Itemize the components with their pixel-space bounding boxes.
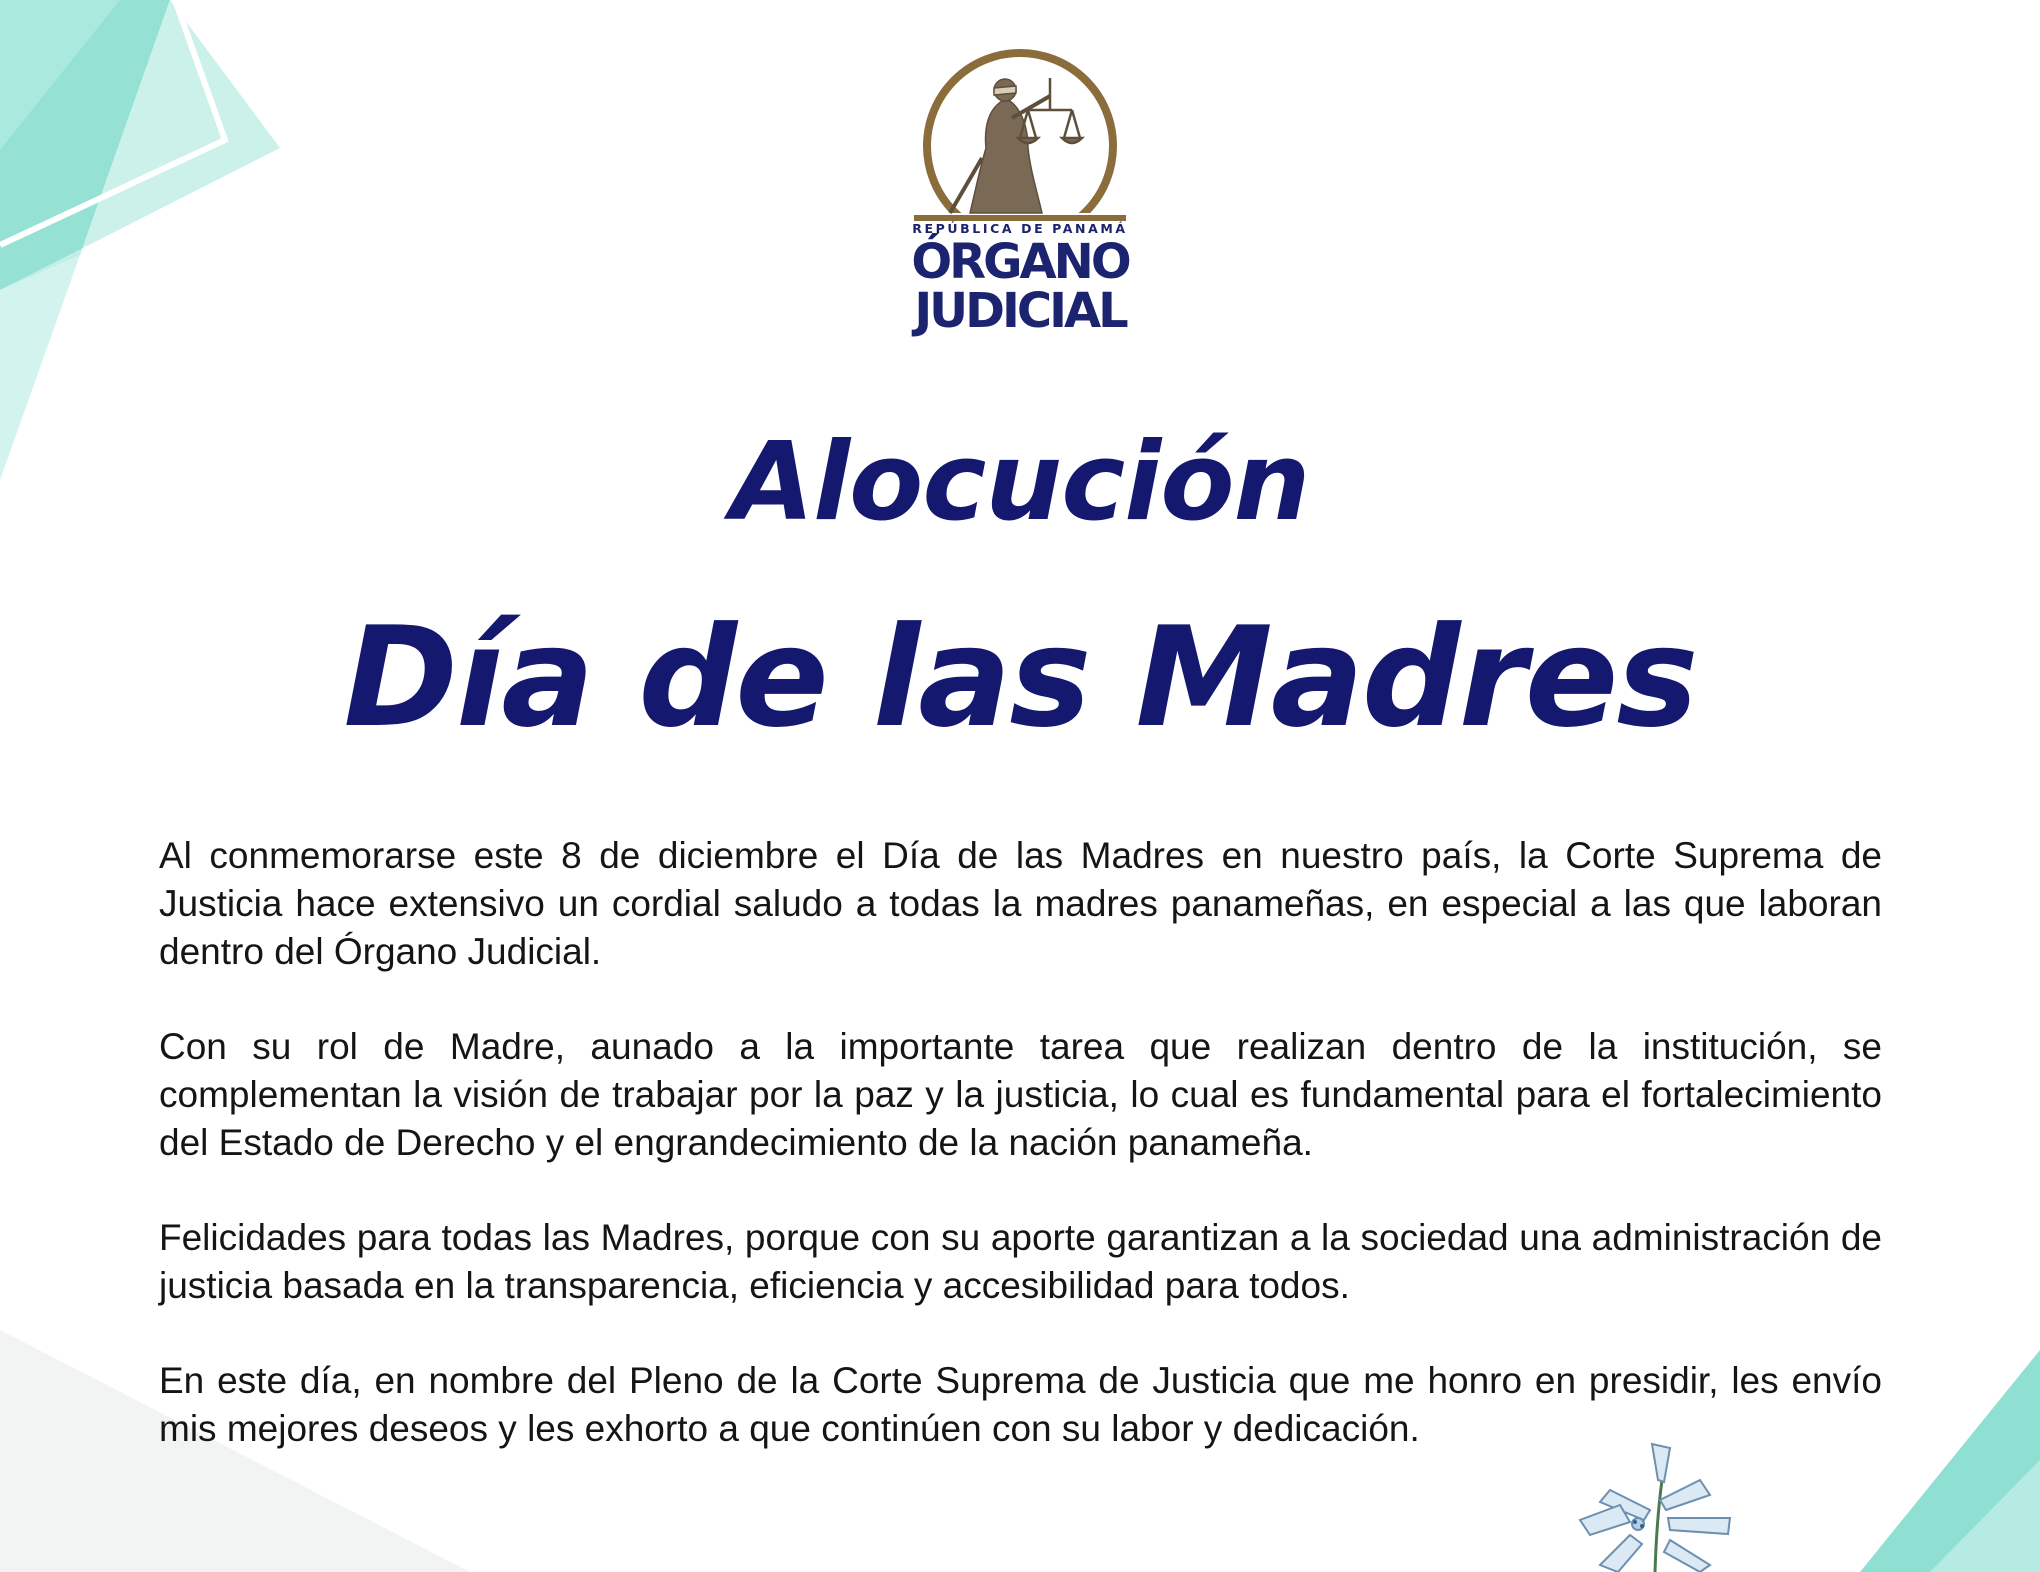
paragraph: Con su rol de Madre, aunado a la importante tarea que realizan dentro de la institución, se complementan la visión de trabajar por la paz y la justicia, lo cual es fundamental para el fortalecimiento del Estado de Derecho y el engrandecimiento de la nación panameña. (159, 1026, 1882, 1163)
logo-country-label: REPÚBLICA DE PANAMÁ (912, 221, 1128, 236)
page-title: Alocución (730, 420, 1310, 545)
paragraph: Felicidades para todas las Madres, porque con su aporte garantizan a la sociedad una administración de justicia basada en la transparencia, eficiencia y accesibilidad para todos. (159, 1217, 1882, 1306)
paragraph: En este día, en nombre del Pleno de la Corte Suprema de Justicia que me honro en presidir, les envío mis mejores deseos y les exhorto a que continúen con su labor y dedicación. (159, 1360, 1882, 1449)
blue-lily-flower-icon (1560, 1440, 1760, 1572)
message-body (159, 832, 1882, 1500)
page-subtitle: Día de las Madres (343, 597, 1697, 758)
logo-title-line1: ÓRGANO (911, 234, 1129, 290)
paragraph: Al conmemorarse este 8 de diciembre el Día de las Madres en nuestro país, la Corte Suprema de Justicia hace extensivo un cordial saludo a todas la madres panameñas, en especial a las que laboran dentro del Órgano Judicial. (159, 835, 1882, 972)
logo-title-line2: JUDICIAL (914, 283, 1126, 339)
